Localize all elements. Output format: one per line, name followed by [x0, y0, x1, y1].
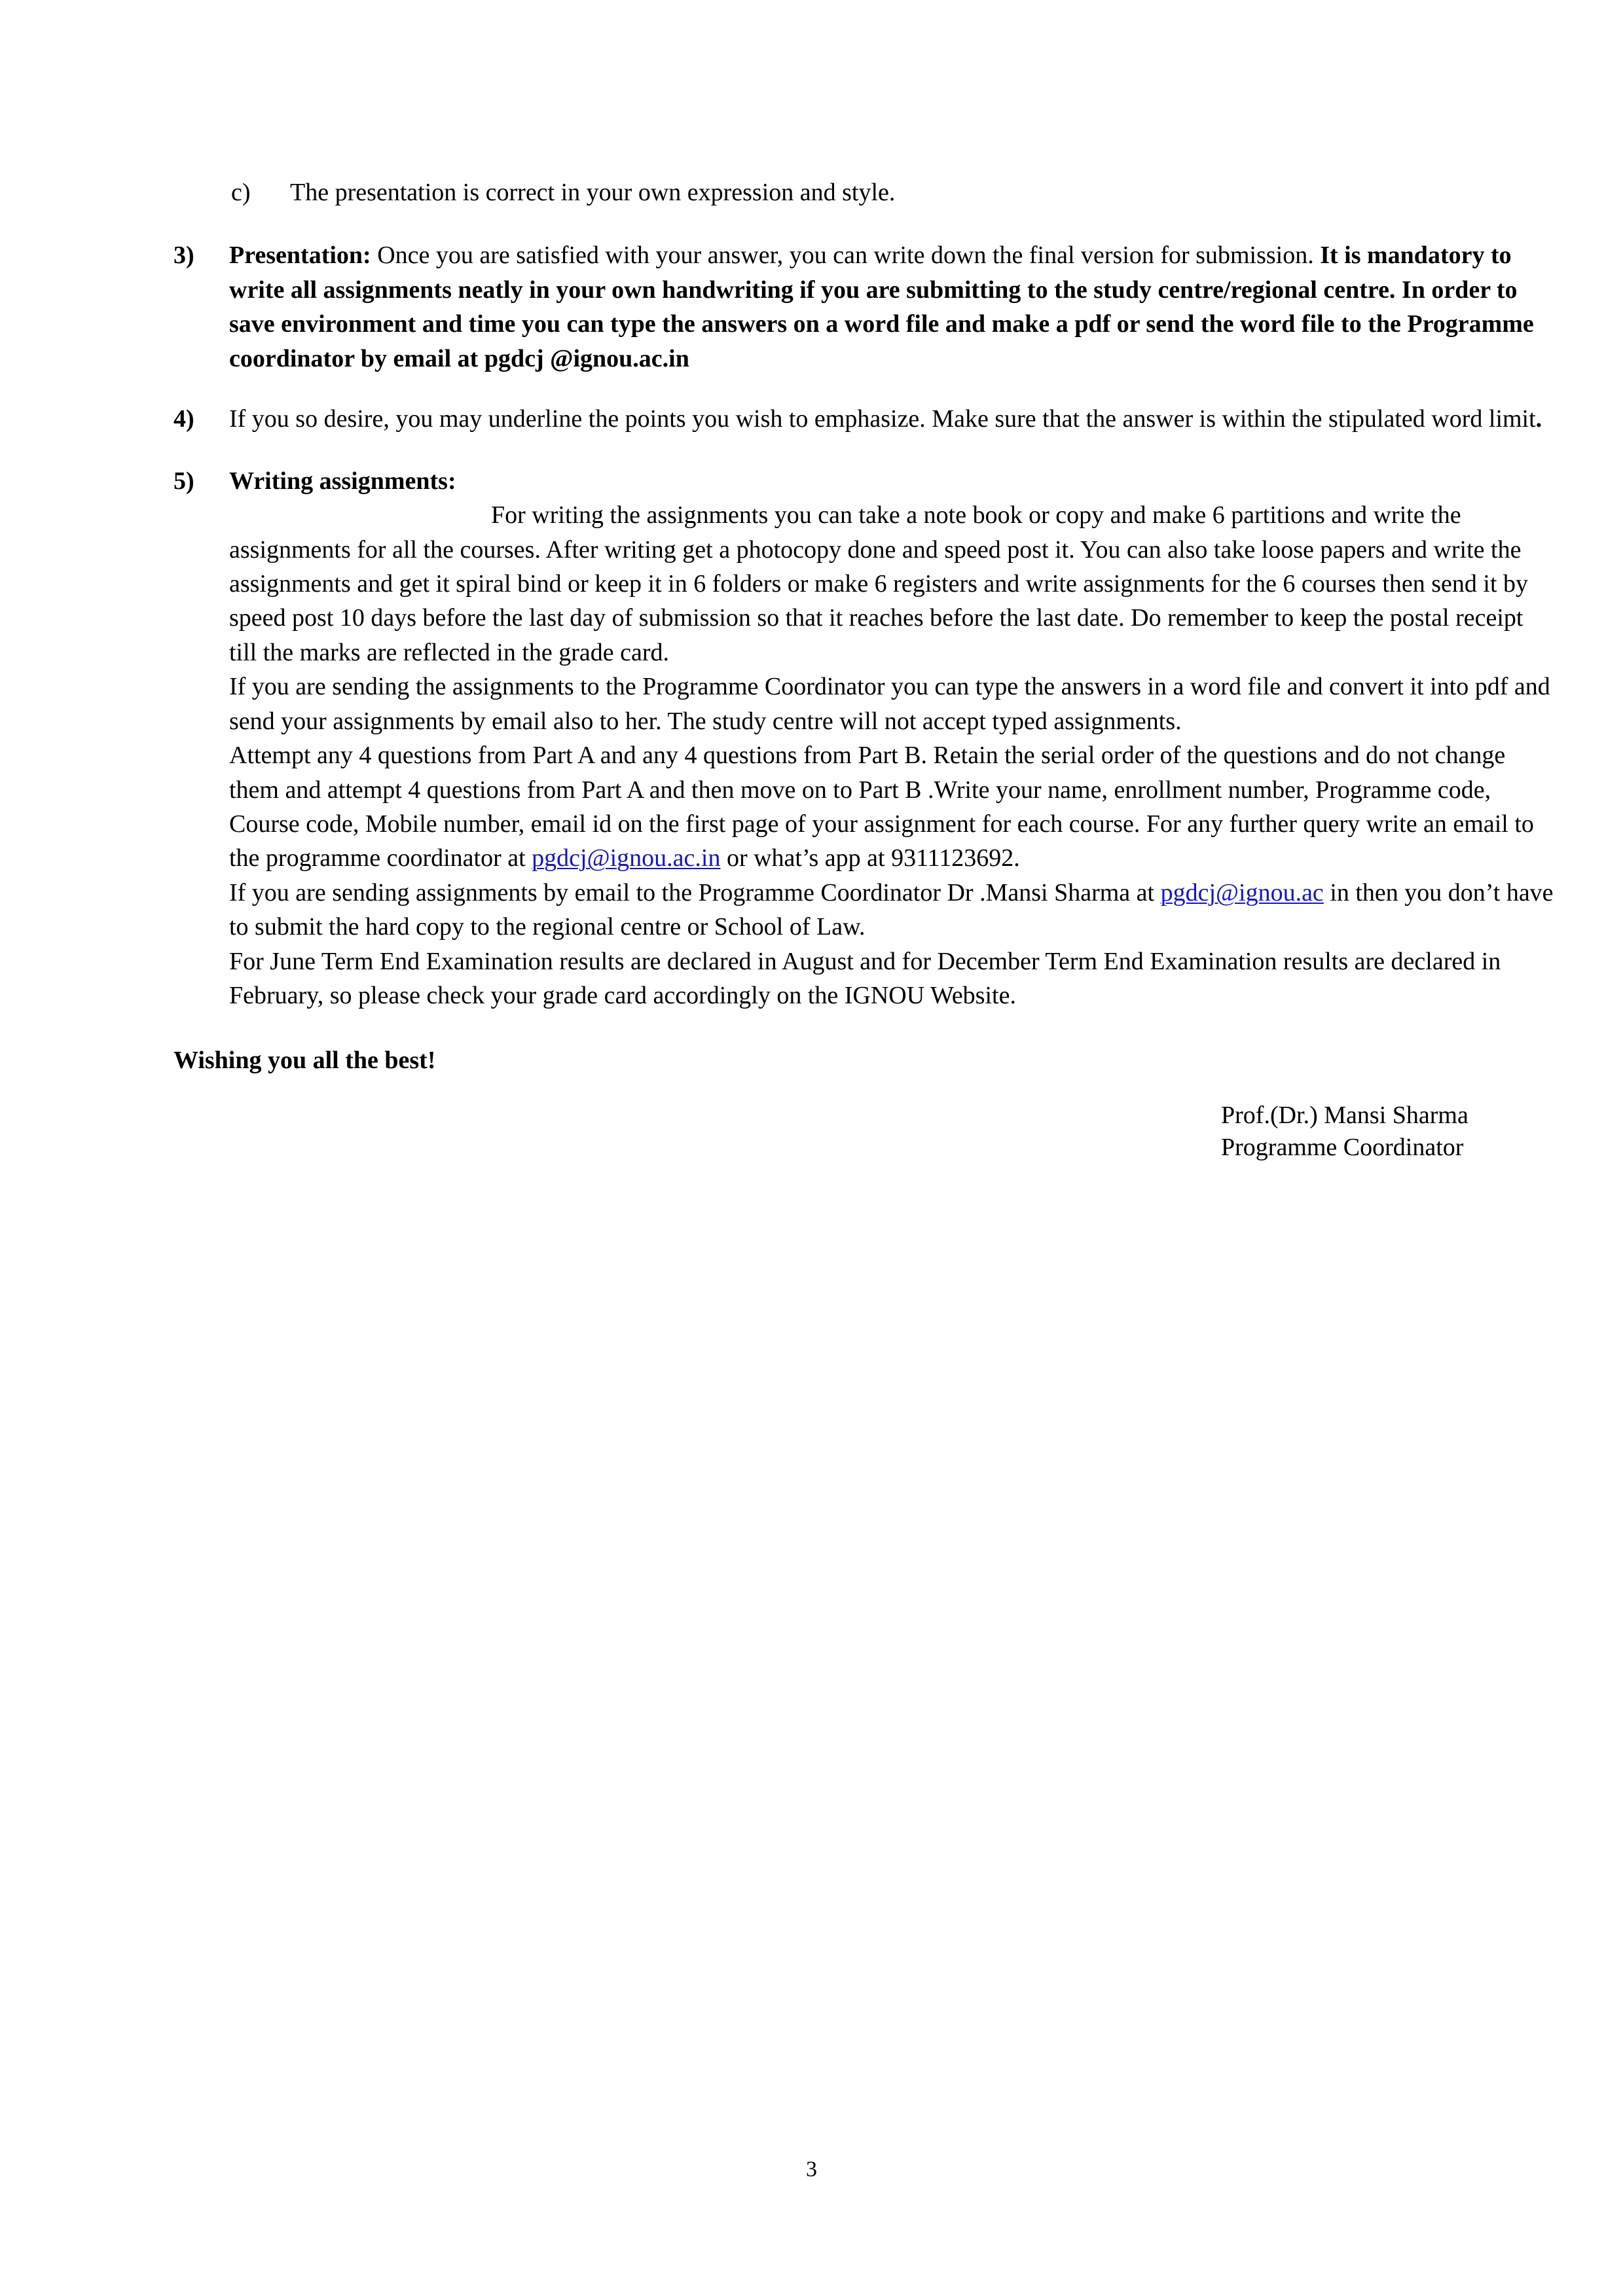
item4-normal-text: If you so desire, you may underline the points you wish to emphasize. Make sure that the answer is within the stipulated word limit — [229, 405, 1536, 433]
page-content — [173, 175, 1555, 1164]
paragraph-coordinator-email — [229, 876, 1555, 944]
list-item-4 — [173, 402, 1555, 436]
list-text-c: The presentation is correct in your own expression and style. — [290, 179, 896, 206]
paragraph-writing-method: For writing the assignments you can take a note book or copy and make 6 partitions and write the assignments for all the courses. After writing get a photocopy done and speed post it. You can also take loose papers and write the assignments and get it spiral bind or keep it in 6 folders or make 6 registers and write assignments for the 6 courses then send it by speed post 10 days before the last day of submission so that it reaches before the last date. Do remember to keep the postal receipt till the marks are reflected in the grade card. — [229, 501, 1529, 666]
list-item-5 — [173, 464, 1555, 498]
page-number: 3 — [806, 2157, 817, 2181]
attempt-text-after-link: or what’s app at 9311123692. — [720, 844, 1020, 872]
item3-normal-text: Once you are satisfied with your answer, you can write down the final version for submission. — [371, 242, 1321, 270]
item4-bold-period: . — [1535, 405, 1542, 433]
list-marker-5: 5) — [173, 467, 194, 495]
item5-heading: Writing assignments: — [229, 467, 456, 495]
signature-title: Programme Coordinator — [1221, 1134, 1464, 1162]
list-marker-3: 3) — [173, 242, 194, 270]
item3-bold-text: It is mandatory to write all assignments neatly in your own handwriting if you are submitting to the study centre/regional centre. In order to save environment and time you can type the answers on a word file and make a pdf or send the word file to the Programme coordinator by email at pgdcj @ignou.ac.in — [229, 242, 1534, 372]
list-text-3 — [229, 238, 1555, 376]
paragraph-email-submission: If you are sending the assignments to the Programme Coordinator you can type the answers in a word file and convert it into pdf and send your assignments by email also to her. The study centre will not accept typed assignments. — [229, 673, 1550, 735]
paragraph-attempt-questions — [229, 738, 1555, 876]
coordinator-text-after-link: in then you don’t have to submit the hard copy to the regional centre or School of Law. — [229, 878, 1554, 941]
closing-wishes: Wishing you all the best! — [173, 1046, 436, 1074]
paragraph-term-end-results: For June Term End Examination results are declared in August and for December Term End Examination results are declared in February, so please check your grade card accordingly on the IGNOU Website. — [229, 947, 1501, 1010]
list-marker-c: c) — [231, 179, 251, 206]
item3-lead-label: Presentation: — [229, 242, 371, 270]
list-item-3 — [173, 238, 1555, 376]
coordinator-text-before-link: If you are sending assignments by email to the Programme Coordinator Dr .Mansi Sharma at — [229, 878, 1161, 906]
email-link-pgdcj-full[interactable]: pgdcj@ignou.ac.in — [532, 844, 721, 872]
item5-paragraphs — [229, 498, 1555, 1013]
list-item-c — [231, 175, 1555, 209]
signature-name: Prof.(Dr.) Mansi Sharma — [1221, 1102, 1468, 1130]
list-marker-4: 4) — [173, 405, 194, 433]
list-text-4 — [229, 402, 1555, 436]
attempt-text-before-link: Attempt any 4 questions from Part A and any 4 questions from Part B. Retain the serial order of the questions and do not change them and attempt 4 questions from Part A and then move on to Part B .Write your name, enrollment number, Programme code, Course code, Mobile number, email id on the first page of your assignment for each course. For any further query write an email to the programme coordinator at — [229, 742, 1534, 872]
email-link-pgdcj-partial[interactable]: pgdcj@ignou.ac — [1160, 878, 1324, 906]
signature-block — [1221, 1100, 1555, 1164]
